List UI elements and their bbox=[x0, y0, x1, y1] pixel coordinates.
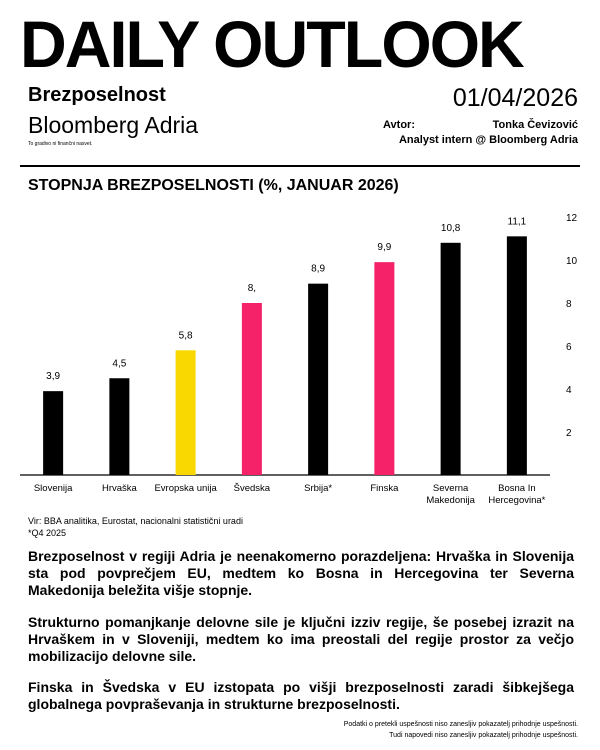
report-topic: Brezposelnost bbox=[28, 84, 166, 106]
data-label: 4,5 bbox=[112, 358, 127, 370]
body-paragraph: Finska in Švedska v EU izstopata po višji brezposelnosti zaradi šibkejšega globalnega povpraševanja in strukturne brezposelnosti. bbox=[28, 679, 574, 712]
y-tick-label: 12 bbox=[566, 213, 578, 224]
x-tick-label: Hrvaška bbox=[101, 483, 137, 494]
x-tick-label: Švedska bbox=[233, 483, 271, 494]
author-label: Avtor: bbox=[383, 119, 415, 131]
data-label: 8, bbox=[247, 283, 257, 294]
bar bbox=[374, 262, 394, 475]
data-label: 10,8 bbox=[440, 222, 461, 234]
report-date: 01/04/2026 bbox=[452, 84, 578, 112]
bar bbox=[242, 303, 262, 475]
footer-disclaimer: Tudi napovedi niso zanesljiv pokazatelj prihodnje uspešnosti. bbox=[389, 732, 578, 739]
footer-disclaimer: Podatki o pretekli uspešnosti niso zanesljiv pokazatelj prihodnje uspešnosti. bbox=[343, 721, 578, 728]
chart-source: Vir: BBA analitika, Eurostat, nacionalni statistični uradi bbox=[28, 516, 243, 526]
x-tick-label: Bosna In bbox=[498, 483, 536, 494]
data-label: 11,1 bbox=[507, 216, 527, 228]
x-tick-label: Slovenija bbox=[33, 483, 73, 494]
y-tick-label: 10 bbox=[566, 256, 578, 267]
x-tick-label: Srbija* bbox=[304, 483, 333, 494]
bar bbox=[308, 284, 328, 475]
data-label: 8,9 bbox=[311, 263, 326, 275]
author-name: Tonka Čevizović bbox=[492, 119, 578, 131]
page-title: DAILY OUTLOOK bbox=[20, 7, 523, 81]
x-tick-label: Severna bbox=[432, 483, 469, 494]
brand-name: Bloomberg Adria bbox=[28, 112, 199, 138]
y-tick-label: 2 bbox=[566, 428, 572, 439]
chart-title: STOPNJA BREZPOSELNOSTI (%, JANUAR 2026) bbox=[28, 177, 399, 194]
bar bbox=[441, 243, 461, 475]
data-label: 9,9 bbox=[377, 242, 392, 254]
chart-footnote: *Q4 2025 bbox=[28, 528, 67, 538]
bar bbox=[176, 350, 196, 475]
disclaimer-note: To gradivo ni finančni nasvet. bbox=[28, 141, 93, 147]
data-label: 5,8 bbox=[178, 330, 193, 342]
bar bbox=[507, 236, 527, 475]
body-paragraph: Brezposelnost v regiji Adria je neenakomerno porazdeljena: Hrvaška in Slovenija sta pod povprečjem EU, medtem ko Bosna in Hercegovina ter Severna Makedonija beležita višje stopnje. bbox=[28, 548, 574, 598]
x-tick-label: Finska bbox=[370, 483, 399, 494]
x-tick-label: Hercegovina* bbox=[488, 495, 546, 506]
unemployment-bar-chart bbox=[0, 200, 600, 515]
author-role: Analyst intern @ Bloomberg Adria bbox=[398, 134, 578, 146]
bar bbox=[109, 378, 129, 475]
x-tick-label: Evropska unija bbox=[154, 483, 217, 494]
y-tick-label: 6 bbox=[566, 342, 572, 353]
x-tick-label: Makedonija bbox=[426, 495, 475, 506]
data-label: 3,9 bbox=[46, 371, 61, 383]
body-paragraph: Strukturno pomanjkanje delovne sile je ključni izziv regije, še posebej izrazit na Hrvaškem in v Sloveniji, medtem ko ima preostali del regije prostor za večjo mobilizacijo delovne sile. bbox=[28, 614, 574, 664]
bar bbox=[43, 391, 63, 475]
y-tick-label: 8 bbox=[566, 299, 572, 310]
header-divider bbox=[20, 165, 580, 167]
y-tick-label: 4 bbox=[566, 385, 572, 396]
